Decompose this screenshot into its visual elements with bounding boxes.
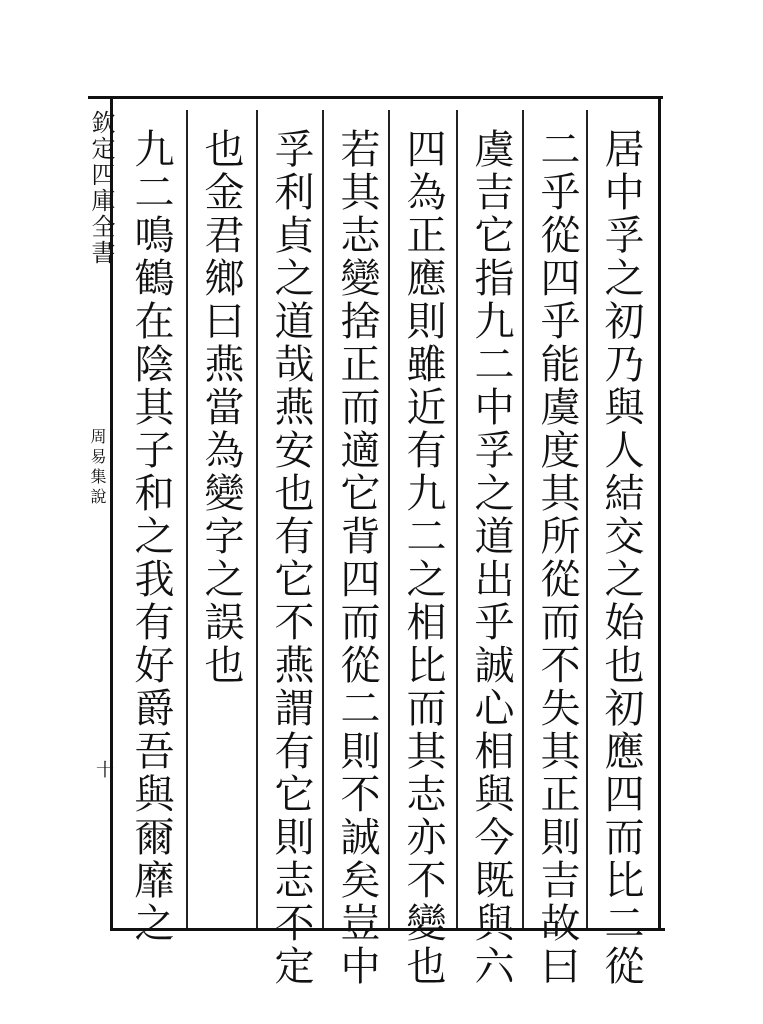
text-column-4: 四為正應則雖近有九二之相比而其志亦不變也 (400, 128, 446, 988)
frame-top-border (88, 96, 663, 99)
column-rule (388, 110, 390, 928)
column-rule (586, 110, 588, 928)
page-number: 十 (93, 760, 114, 778)
column-rule (256, 110, 258, 928)
column-rule (322, 110, 324, 928)
column-rule (186, 110, 188, 928)
collection-title: 欽定四庫全書 (87, 110, 115, 266)
column-rule (456, 110, 458, 928)
text-column-3: 虞吉它指九二中孚之道出乎誠心相與今既與六 (468, 128, 514, 988)
book-title: 周易集說 (88, 428, 107, 508)
text-column-7: 也金君鄉曰燕當為變字之誤也 (198, 128, 244, 687)
text-column-2: 二乎從四乎能虞度其所從而不失其正則吉故曰 (534, 128, 580, 988)
text-column-5: 若其志變捨正而適它背四而從二則不誠矣豈中 (334, 128, 380, 988)
text-column-8: 九二鳴鶴在陰其子和之我有好爵吾與爾靡之 (128, 128, 174, 945)
frame-right-border (658, 96, 661, 931)
column-rule (522, 110, 524, 928)
text-column-6: 孚利貞之道哉燕安也有它不燕謂有它則志不定 (268, 128, 314, 988)
text-column-1: 居中孚之初乃與人結交之始也初應四而比二從 (598, 128, 644, 988)
frame-bottom-border (110, 928, 665, 931)
